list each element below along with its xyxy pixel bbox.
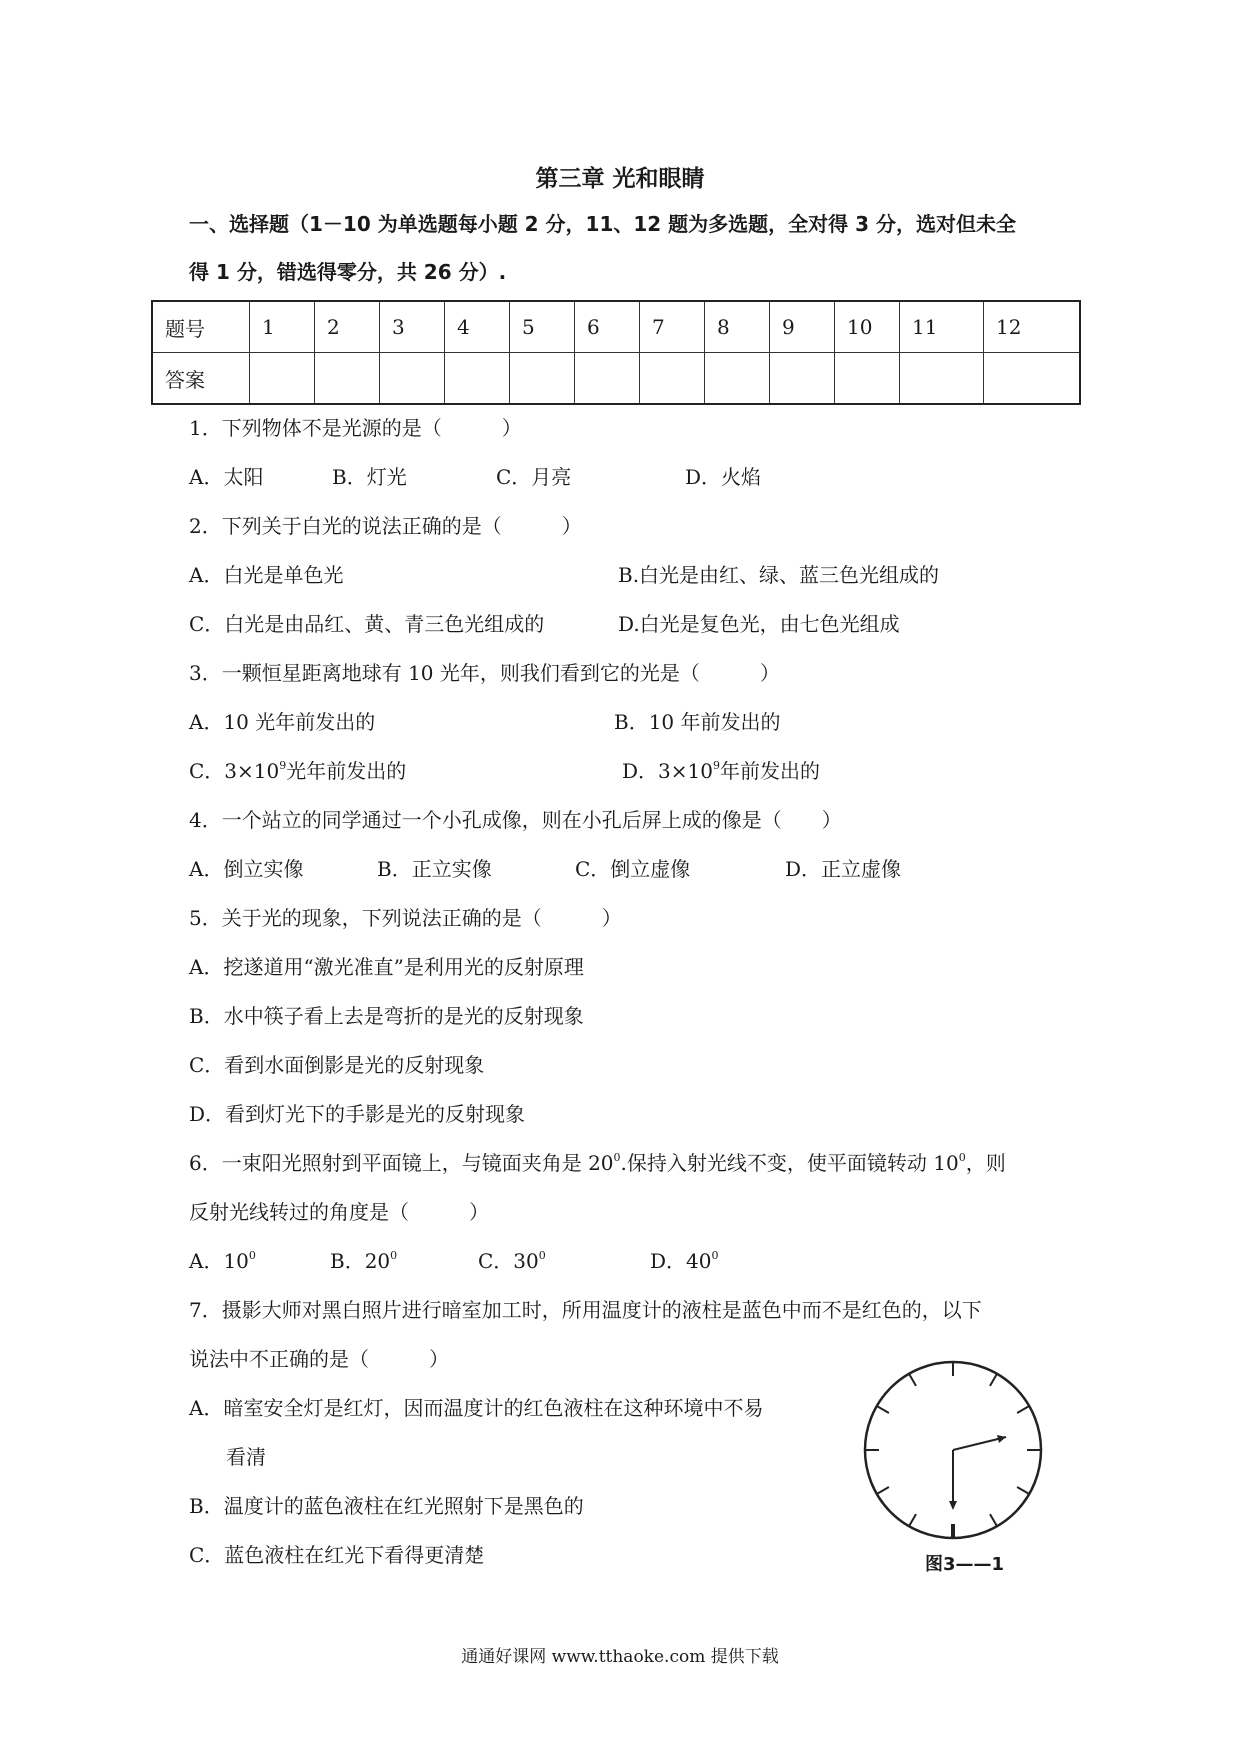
- question-7-stem-continued: 说法中不正确的是（ ）: [189, 1347, 449, 1371]
- question-5-option-a: A．挖遂道用“激光准直”是利用光的反射原理: [189, 955, 584, 979]
- question-number-cell: 1: [250, 301, 315, 353]
- question-6-option-d: D．$40^0$: [650, 1249, 719, 1273]
- answer-cell[interactable]: [380, 353, 445, 405]
- clock-hand-long-arrow: [949, 1501, 957, 1510]
- section-heading-line1: 一、选择题（1－10 为单选题每小题 2 分，11、12 题为多选题，全对得 3 分，选对但未全: [189, 212, 1017, 236]
- question-4-option-a: A．倒立实像: [189, 857, 304, 881]
- clock-tick: [990, 1514, 997, 1526]
- question-7-option-a: A．暗室安全灯是红灯，因而温度计的红色液柱在这种环境中不易: [189, 1396, 764, 1420]
- question-7-option-a-continued: 看清: [226, 1445, 266, 1469]
- question-3-option-d: D．$3\times 10^9$年前发出的: [622, 759, 820, 783]
- question-3-option-c: C．$3\times 10^9$光年前发出的: [189, 759, 407, 783]
- question-6-stem-continued: 反射光线转过的角度是（ ）: [189, 1200, 489, 1224]
- question-1-option-b: B．灯光: [332, 465, 407, 489]
- question-3-stem: 3．一颗恒星距离地球有 10 光年，则我们看到它的光是（ ）: [189, 661, 780, 685]
- question-4-stem: 4．一个站立的同学通过一个小孔成像，则在小孔后屏上成的像是（ ）: [189, 808, 842, 832]
- question-number-cell: 6: [575, 301, 640, 353]
- answer-cell[interactable]: [445, 353, 510, 405]
- clock-tick: [1017, 1487, 1029, 1494]
- question-7-option-b: B．温度计的蓝色液柱在红光照射下是黑色的: [189, 1494, 584, 1518]
- question-6-option-c: C．$30^0$: [478, 1249, 546, 1273]
- footer-download-note: 通通好课网 www.tthaoke.com 提供下载: [461, 1647, 779, 1667]
- row-header-answer: 答案: [152, 353, 250, 405]
- figure-caption: 图3——1: [925, 1554, 1005, 1575]
- answer-cell[interactable]: [984, 353, 1081, 405]
- question-number-cell: 11: [900, 301, 984, 353]
- clock-tick: [909, 1374, 916, 1386]
- question-4-option-d: D．正立虚像: [785, 857, 902, 881]
- question-4-option-c: C．倒立虚像: [575, 857, 691, 881]
- question-5-option-b: B．水中筷子看上去是弯折的是光的反射现象: [189, 1004, 584, 1028]
- question-4-option-b: B．正立实像: [377, 857, 492, 881]
- question-2-option-d: D.白光是复色光，由七色光组成: [618, 612, 900, 636]
- question-1-option-d: D．火焰: [685, 465, 762, 489]
- clock-tick: [1017, 1406, 1029, 1413]
- section-heading-line2: 得 1 分，错选得零分，共 26 分）.: [189, 260, 507, 284]
- answer-cell[interactable]: [770, 353, 835, 405]
- clock-tick: [990, 1374, 997, 1386]
- clock-figure: [858, 1355, 1048, 1545]
- answer-table-number-row: [152, 301, 1080, 353]
- answer-cell[interactable]: [250, 353, 315, 405]
- question-6-stem: 6．一束阳光照射到平面镜上，与镜面夹角是 $20^0$.保持入射光线不变，使平面镜转动 $10^0$，则: [189, 1151, 1006, 1175]
- question-number-cell: 3: [380, 301, 445, 353]
- question-2-option-c: C．白光是由品红、黄、青三色光组成的: [189, 612, 545, 636]
- question-5-stem: 5．关于光的现象，下列说法正确的是（ ）: [189, 906, 622, 930]
- answer-table: [151, 300, 1081, 405]
- question-5-option-c: C．看到水面倒影是光的反射现象: [189, 1053, 485, 1077]
- question-6-option-b: B．$20^0$: [330, 1249, 398, 1273]
- answer-cell[interactable]: [315, 353, 380, 405]
- question-5-option-d: D．看到灯光下的手影是光的反射现象: [189, 1102, 526, 1126]
- question-number-cell: 2: [315, 301, 380, 353]
- question-2-stem: 2．下列关于白光的说法正确的是（ ）: [189, 514, 582, 538]
- row-header-number: 题号: [152, 301, 250, 353]
- question-number-cell: 12: [984, 301, 1081, 353]
- answer-cell[interactable]: [835, 353, 900, 405]
- answer-cell[interactable]: [510, 353, 575, 405]
- question-1-option-c: C．月亮: [496, 465, 572, 489]
- question-number-cell: 7: [640, 301, 705, 353]
- clock-tick: [877, 1406, 889, 1413]
- question-number-cell: 4: [445, 301, 510, 353]
- clock-tick: [877, 1487, 889, 1494]
- clock-hand-short-arrow: [997, 1435, 1006, 1443]
- page-title: 第三章 光和眼睛: [535, 166, 705, 192]
- question-6-option-a: A．$10^0$: [189, 1249, 256, 1273]
- question-3-option-a: A．10 光年前发出的: [189, 710, 376, 734]
- answer-cell[interactable]: [640, 353, 705, 405]
- question-7-option-c: C．蓝色液柱在红光下看得更清楚: [189, 1543, 485, 1567]
- question-number-cell: 10: [835, 301, 900, 353]
- question-3-option-b: B．10 年前发出的: [614, 710, 781, 734]
- answer-cell[interactable]: [575, 353, 640, 405]
- question-number-cell: 8: [705, 301, 770, 353]
- question-7-stem: 7．摄影大师对黑白照片进行暗室加工时，所用温度计的液柱是蓝色中而不是红色的，以下: [189, 1298, 982, 1322]
- question-number-cell: 5: [510, 301, 575, 353]
- answer-cell[interactable]: [900, 353, 984, 405]
- question-1-stem: 1．下列物体不是光源的是（ ）: [189, 416, 522, 440]
- clock-tick: [909, 1514, 916, 1526]
- question-number-cell: 9: [770, 301, 835, 353]
- answer-cell[interactable]: [705, 353, 770, 405]
- question-1-option-a: A．太阳: [189, 465, 264, 489]
- question-2-option-a: A．白光是单色光: [189, 563, 344, 587]
- question-2-option-b: B.白光是由红、绿、蓝三色光组成的: [618, 563, 940, 587]
- answer-table-answer-row: [152, 353, 1080, 405]
